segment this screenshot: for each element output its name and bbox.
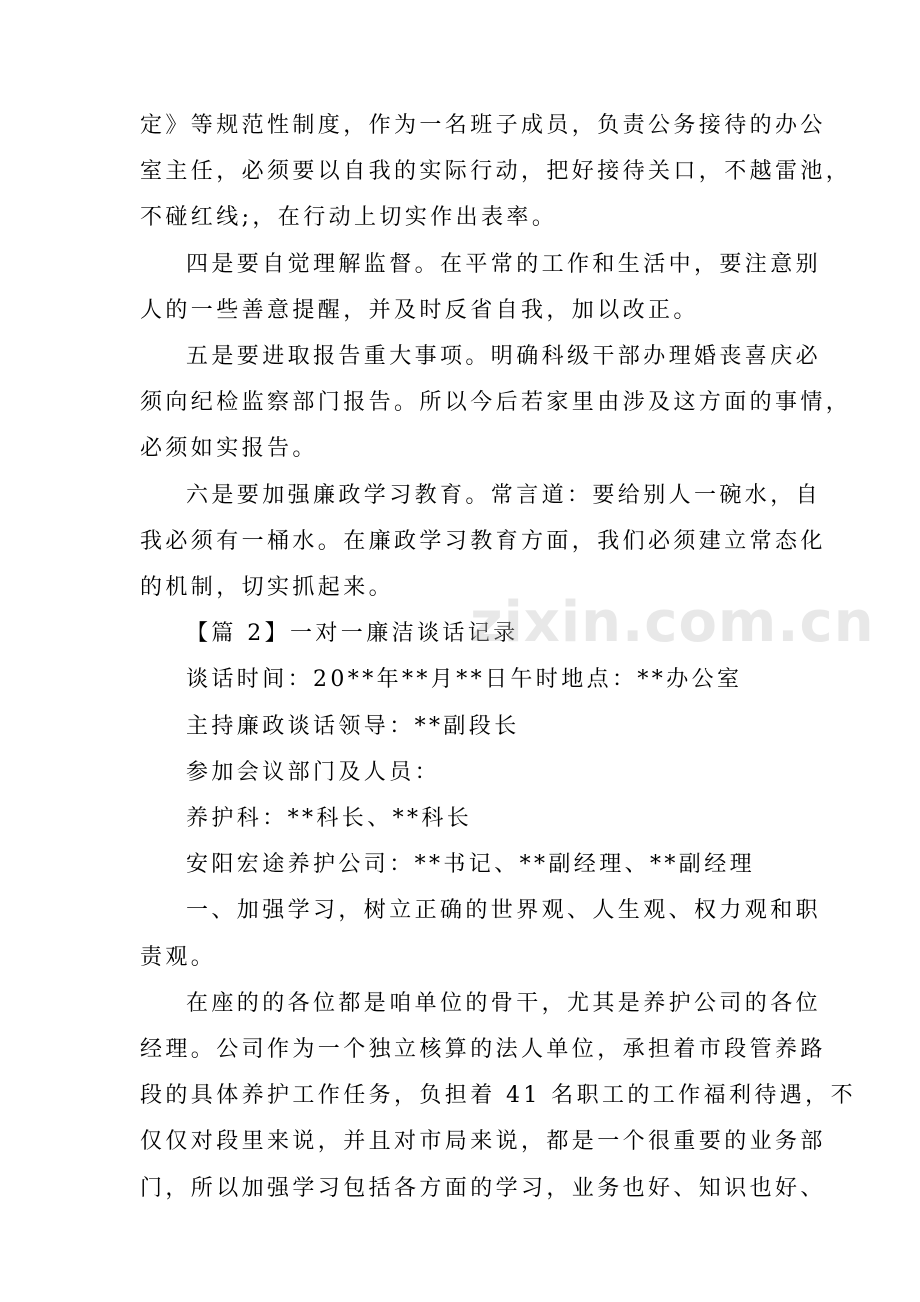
- paragraph: [140, 981, 856, 1212]
- paragraph: [140, 750, 782, 796]
- text-line: 谈话时间：20**年**月**日午时地点：**办公室: [186, 667, 743, 693]
- text-line: 仅仅对段里来说，并且对市局来说，都是一个很重要的业务部: [140, 1129, 826, 1155]
- watermark-logo: zixin.com.cn: [470, 590, 875, 655]
- text-line: 定》等规范性制度，作为一名班子成员，负责公务接待的办公: [140, 113, 826, 138]
- text-line: 须向纪检监察部门报告。所以今后若家里由涉及这方面的事情，: [140, 390, 852, 416]
- paragraph: [140, 334, 852, 473]
- text-line: 一、加强学习，树立正确的世界观、人生观、权力观和职: [186, 898, 822, 924]
- text-line: 不碰红线;，在行动上切实作出表率。: [140, 205, 558, 231]
- text-line: 五是要进取报告重大事项。明确科级干部办理婚丧喜庆必: [186, 344, 822, 370]
- text-line: 安阳宏途养护公司：**书记、**副经理、**副经理: [186, 852, 756, 878]
- document-body: [140, 103, 856, 1212]
- text-line: 我必须有一桶水。在廉政学习教育方面，我们必须建立常态化: [140, 528, 826, 554]
- text-line: 人的一些善意提醒，并及时反省自我，加以改正。: [140, 297, 699, 323]
- text-line: 主持廉政谈话领导：**副段长: [186, 713, 520, 739]
- paragraph: [140, 611, 782, 657]
- paragraph: [140, 657, 782, 703]
- text-line: 【篇 2】一对一廉洁谈话记录: [186, 621, 519, 647]
- paragraph: [140, 842, 782, 888]
- text-line: 段的具体养护工作任务，负担着 41 名职工的工作福利待遇，不: [140, 1083, 856, 1109]
- paragraph: [140, 242, 822, 334]
- text-line: 养护科：**科长、**科长: [186, 806, 473, 832]
- paragraph: [140, 103, 852, 242]
- text-line: 门，所以加强学习包括各方面的学习，业务也好、知识也好、: [140, 1175, 826, 1201]
- paragraph: [140, 704, 782, 750]
- paragraph: [140, 888, 822, 980]
- text-line: 责观。: [140, 944, 217, 970]
- text-line: 经理。公司作为一个独立核算的法人单位，承担着市段管养路: [140, 1037, 826, 1063]
- paragraph: [140, 473, 826, 612]
- text-line: 在座的的各位都是咱单位的骨干，尤其是养护公司的各位: [186, 990, 822, 1016]
- paragraph: [140, 796, 782, 842]
- text-line: 的机制，切实抓起来。: [140, 575, 395, 601]
- text-line: 四是要自觉理解监督。在平常的工作和生活中，要注意别: [186, 251, 822, 277]
- text-line: 参加会议部门及人员：: [186, 759, 441, 785]
- text-line: 六是要加强廉政学习教育。常言道：要给别人一碗水，自: [186, 482, 822, 508]
- text-line: 室主任，必须要以自我的实际行动，把好接待关口，不越雷池，: [140, 159, 852, 185]
- text-line: 必须如实报告。: [140, 436, 318, 462]
